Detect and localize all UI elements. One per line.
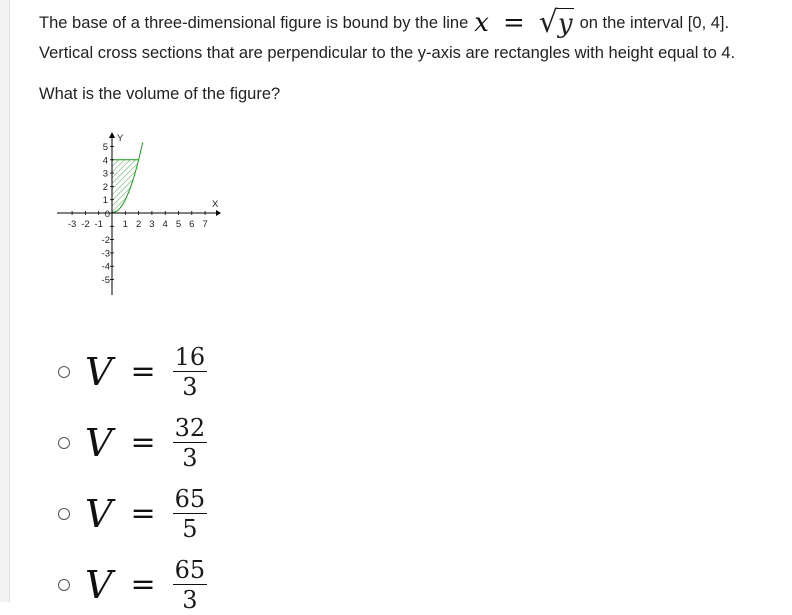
question-line-1-suffix: on the interval [0, 4]. bbox=[579, 13, 730, 32]
fraction-numerator: 65 bbox=[174, 555, 206, 584]
fraction-bar bbox=[173, 371, 207, 372]
x-axis-arrow bbox=[216, 210, 221, 216]
fraction-bar bbox=[173, 513, 207, 514]
y-tick-label: -2 bbox=[101, 235, 110, 247]
math-variable-x: x bbox=[474, 8, 489, 38]
math-variable-y: y bbox=[557, 8, 573, 39]
option-expression bbox=[85, 486, 208, 542]
y-tick-label: -3 bbox=[101, 248, 110, 260]
answer-option-4[interactable] bbox=[58, 555, 258, 615]
fraction-denominator: 3 bbox=[182, 586, 198, 615]
math-equals: = bbox=[502, 8, 525, 38]
y-tick-label: 2 bbox=[102, 181, 108, 193]
x-tick-label: -2 bbox=[81, 219, 90, 230]
fraction-denominator: 5 bbox=[182, 515, 198, 544]
y-tick-label: 4 bbox=[102, 155, 108, 167]
option-expression bbox=[85, 557, 208, 613]
shaded-region bbox=[112, 160, 139, 213]
x-tick-label: 3 bbox=[149, 219, 155, 230]
x-tick-label: -1 bbox=[94, 219, 103, 230]
x-tick-label: 5 bbox=[175, 219, 182, 230]
x-tick-label: 1 bbox=[122, 219, 128, 230]
y-tick-label: 3 bbox=[102, 168, 108, 180]
option-lhs: V bbox=[85, 491, 113, 536]
y-tick-label: -5 bbox=[101, 275, 110, 286]
math-sqrt bbox=[538, 4, 574, 40]
option-fraction bbox=[172, 415, 209, 471]
option-lhs: V bbox=[85, 420, 113, 465]
y-tick-label: 1 bbox=[102, 195, 108, 207]
x-axis-label: X bbox=[212, 199, 219, 210]
x-tick-label: 6 bbox=[189, 219, 195, 230]
fraction-numerator: 32 bbox=[174, 413, 206, 442]
fraction-bar bbox=[173, 442, 207, 443]
radio-button[interactable] bbox=[58, 366, 70, 378]
y-axis-label: Y bbox=[117, 133, 124, 144]
y-tick-label: 5 bbox=[102, 142, 108, 153]
radical-sign: √ bbox=[538, 4, 558, 40]
question-line-1-prefix: The base of a three-dimensional figure is bound by the line bbox=[39, 13, 469, 32]
y-tick-label: -4 bbox=[101, 261, 110, 273]
x-tick-label: 4 bbox=[162, 219, 168, 230]
origin-label: 0 bbox=[104, 209, 110, 220]
radio-button[interactable] bbox=[58, 508, 70, 520]
question-line-2: Vertical cross sections that are perpendicular to the y-axis are rectangles with height equal to 4. bbox=[39, 44, 736, 62]
question-line-3: What is the volume of the figure? bbox=[39, 85, 281, 103]
option-equals: = bbox=[130, 354, 156, 390]
radio-button[interactable] bbox=[58, 437, 70, 449]
fraction-numerator: 16 bbox=[174, 342, 206, 371]
fraction-denominator: 3 bbox=[182, 444, 198, 473]
option-equals: = bbox=[130, 496, 156, 532]
answer-option-1[interactable] bbox=[58, 342, 258, 402]
option-lhs: V bbox=[85, 562, 113, 607]
left-margin-rule bbox=[0, 0, 10, 602]
option-expression bbox=[85, 415, 208, 471]
fraction-denominator: 3 bbox=[182, 373, 198, 402]
fraction-numerator: 65 bbox=[174, 484, 206, 513]
answer-option-3[interactable] bbox=[58, 484, 258, 544]
fraction-bar bbox=[173, 584, 207, 585]
option-fraction bbox=[172, 344, 209, 400]
region-graph bbox=[54, 128, 226, 300]
x-tick-label: -3 bbox=[67, 219, 77, 230]
answer-option-2[interactable] bbox=[58, 413, 258, 473]
option-equals: = bbox=[130, 567, 156, 603]
option-fraction bbox=[172, 486, 209, 542]
option-expression bbox=[85, 344, 208, 400]
y-axis-arrow bbox=[109, 132, 115, 138]
option-lhs: V bbox=[85, 349, 113, 394]
x-tick-label: 7 bbox=[202, 219, 208, 230]
x-tick-label: 2 bbox=[135, 219, 142, 230]
question-line-1 bbox=[39, 4, 729, 42]
option-equals: = bbox=[130, 425, 156, 461]
radio-button[interactable] bbox=[58, 579, 70, 591]
option-fraction bbox=[172, 557, 209, 613]
